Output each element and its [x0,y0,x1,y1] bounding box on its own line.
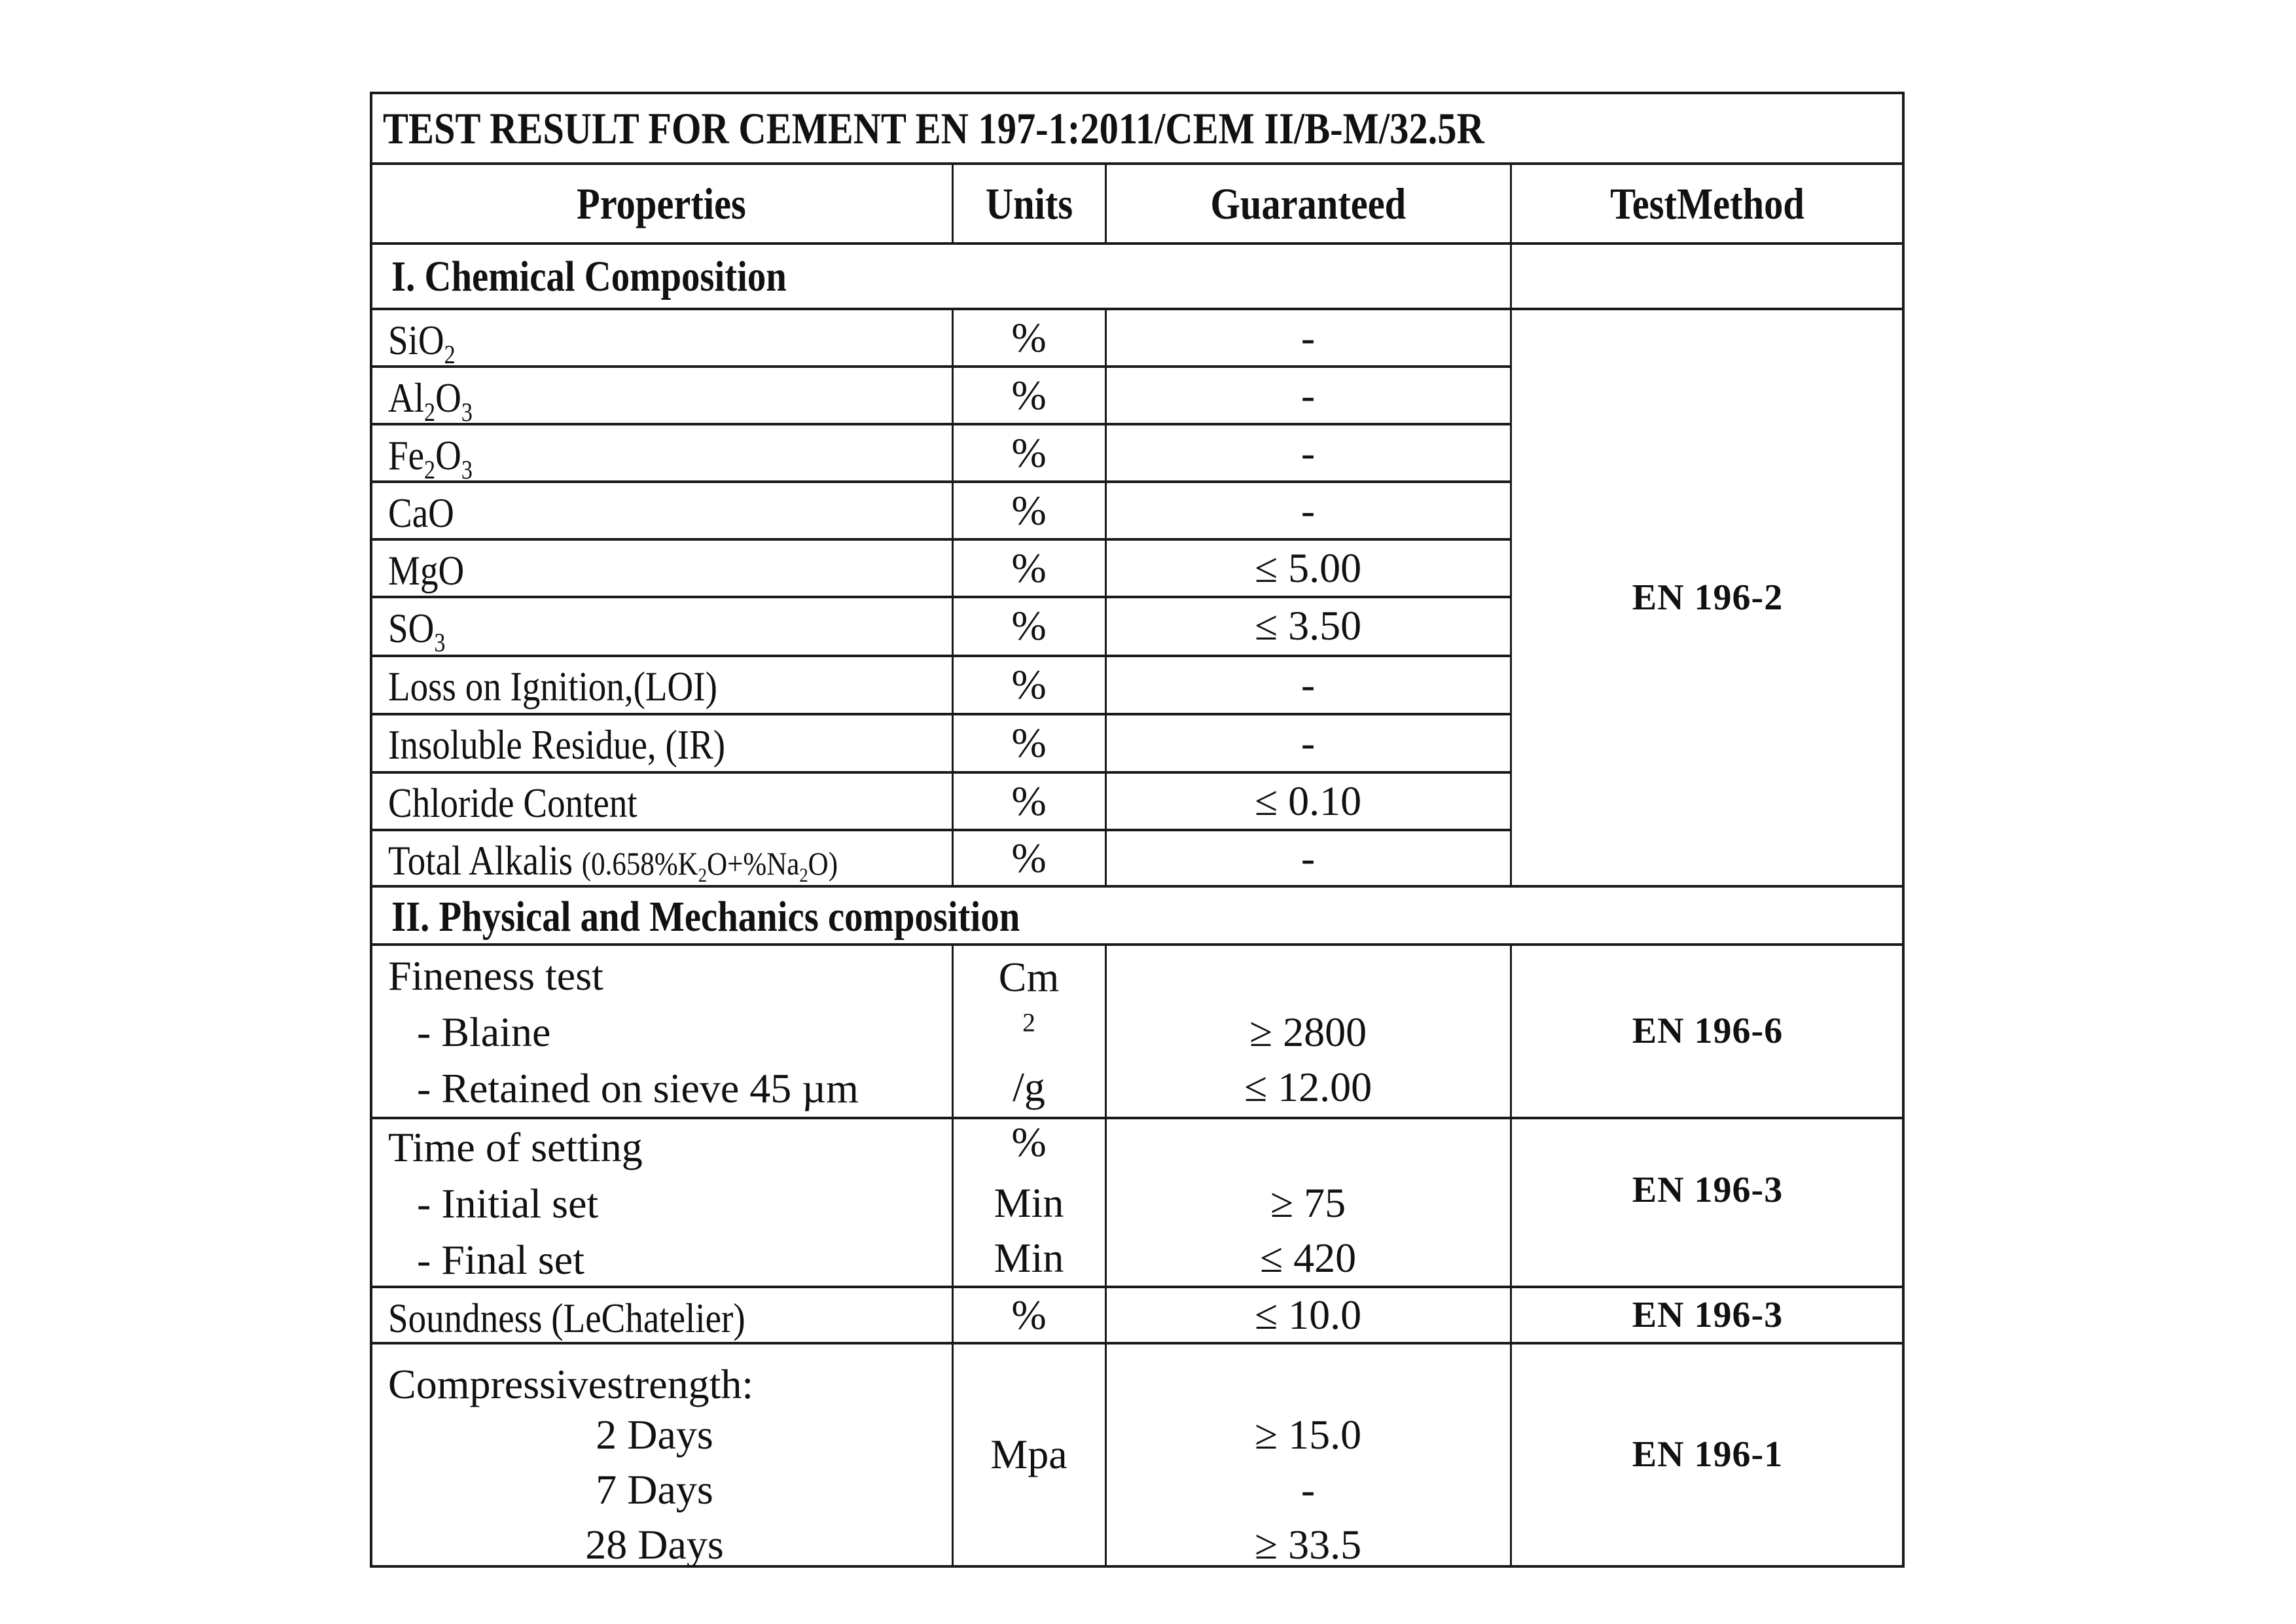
property-loi: Loss on Ignition,(LOI) [388,663,717,710]
test-method-compressive [1511,1343,1905,1566]
property-text: SO [388,605,435,651]
property-text: SiO [388,317,444,363]
unit-sieve: % [1011,1119,1047,1165]
guaranteed-blaine: ≥ 2800 [1249,1009,1367,1055]
property-text: Al [388,374,425,421]
formula-text: O) [808,845,838,882]
unit-compressive: Mpa [990,1431,1067,1477]
property-text: Total Alkalis [388,837,573,884]
unit-cell: % [1011,719,1047,766]
alkali-formula [581,845,838,886]
unit-cell: % [1011,835,1047,881]
property-sub-label: - Retained on sieve 45 µm [417,1065,859,1111]
property-setting-time [388,1119,643,1288]
guaranteed-cell: - [1300,661,1316,708]
property-text: O [435,374,461,421]
guaranteed-cell: ≤ 5.00 [1254,545,1362,591]
formula-text: O+%Na [707,845,800,882]
subscript: 2 [698,863,708,886]
test-method-chemical [1511,309,1905,886]
guaranteed-cell: ≤ 0.10 [1254,778,1362,824]
guaranteed-final-set: ≤ 420 [1259,1235,1357,1281]
unit-cell: % [1011,429,1047,476]
property-cao: CaO [388,490,454,536]
property-sub-label: - Initial set [417,1180,599,1227]
column-header-test-method-label: TestMethod [1610,178,1805,228]
test-method-label: EN 196-3 [1632,1295,1784,1335]
test-method-label: EN 196-2 [1632,577,1784,618]
subscript: 2 [424,455,436,484]
property-so3 [388,605,446,657]
property-text: Fe [388,432,425,478]
property-group-label: Compressivestrength: [388,1361,754,1407]
property-al2o3 [388,374,473,427]
unit-cell: % [1011,602,1047,649]
superscript: 2 [1022,1008,1035,1038]
guaranteed-initial-set: ≥ 75 [1270,1180,1346,1226]
column-header-units-label: Units [985,178,1073,228]
test-method-label: EN 196-1 [1632,1434,1784,1475]
guaranteed-setting [1105,1175,1511,1286]
section-heading-chemical: I. Chemical Composition [391,253,787,300]
guaranteed-cell: - [1300,372,1316,418]
unit-blaine [999,950,1059,1115]
unit-text: /g [1013,1064,1045,1110]
property-text: O [435,432,461,478]
day-label: 7 Days [596,1466,713,1513]
unit-cell: % [1011,372,1047,418]
test-method-soundness [1511,1287,1905,1343]
test-method-setting [1511,1118,1905,1262]
unit-cell: % [1011,661,1047,708]
property-mgo: MgO [388,547,465,594]
table-title: TEST RESULT FOR CEMENT EN 197-1:2011/CEM II/B-M/32.5R [383,103,1484,153]
property-group-label: Time of setting [388,1124,643,1170]
guaranteed-cell: - [1300,835,1316,881]
property-fineness [388,948,859,1117]
unit-cell: % [1011,314,1047,361]
day-label: 28 Days [585,1521,724,1568]
guaranteed-28-days: ≥ 33.5 [1254,1521,1362,1568]
subscript: 2 [424,397,436,427]
unit-fineness [952,954,1105,1165]
subscript: 2 [444,340,456,369]
column-header-properties-label: Properties [576,178,746,228]
unit-text: Cm [998,954,1060,1000]
property-compressive-strength [388,1356,753,1413]
guaranteed-soundness: ≤ 10.0 [1254,1291,1362,1338]
guaranteed-cell: - [1300,314,1316,361]
property-sio2 [388,317,456,369]
column-header-guaranteed [1105,164,1511,244]
property-soundness: Soundness (LeChatelier) [388,1295,745,1341]
property-group-label: Fineness test [388,952,603,999]
guaranteed-cell: - [1300,719,1316,766]
column-header-units [952,164,1105,244]
guaranteed-sieve: ≤ 12.00 [1244,1064,1372,1110]
guaranteed-cell: - [1300,429,1316,476]
property-sub-label: - Blaine [417,1009,551,1055]
guaranteed-cell: ≤ 3.50 [1254,602,1362,649]
formula-text: (0.658%K [581,845,698,882]
subscript: 2 [799,863,808,886]
property-ir: Insoluble Residue, (IR) [388,721,726,768]
unit-cell: % [1011,778,1047,824]
property-total-alkalis [388,837,838,886]
column-header-test-method [1511,164,1905,244]
guaranteed-compressive [1105,1407,1511,1572]
test-method-label: EN 196-6 [1632,1011,1784,1051]
subscript: 3 [434,628,446,657]
test-method-fineness [1511,945,1905,1117]
column-header-guaranteed-label: Guaranteed [1210,178,1406,228]
subscript: 3 [461,397,473,427]
guaranteed-2-days: ≥ 15.0 [1254,1411,1362,1458]
guaranteed-fineness [1105,1004,1511,1115]
test-method-label: EN 196-3 [1632,1170,1784,1210]
column-header-properties [370,164,952,244]
day-label: 2 Days [596,1411,713,1458]
unit-cell: % [1011,487,1047,533]
compressive-days [524,1407,785,1572]
section-heading-physical: II. Physical and Mechanics composition [391,893,1020,941]
unit-soundness: % [1011,1291,1047,1338]
guaranteed-cell: - [1300,487,1316,533]
property-fe2o3 [388,432,473,484]
guaranteed-7-days: - [1300,1466,1316,1513]
property-chloride: Chloride Content [388,780,637,826]
property-sub-label: - Final set [417,1236,584,1283]
subscript: 3 [461,455,473,484]
unit-cell: % [1011,545,1047,591]
unit-final-set: Min [994,1235,1064,1281]
unit-initial-set: Min [994,1180,1064,1226]
unit-setting [952,1175,1105,1286]
